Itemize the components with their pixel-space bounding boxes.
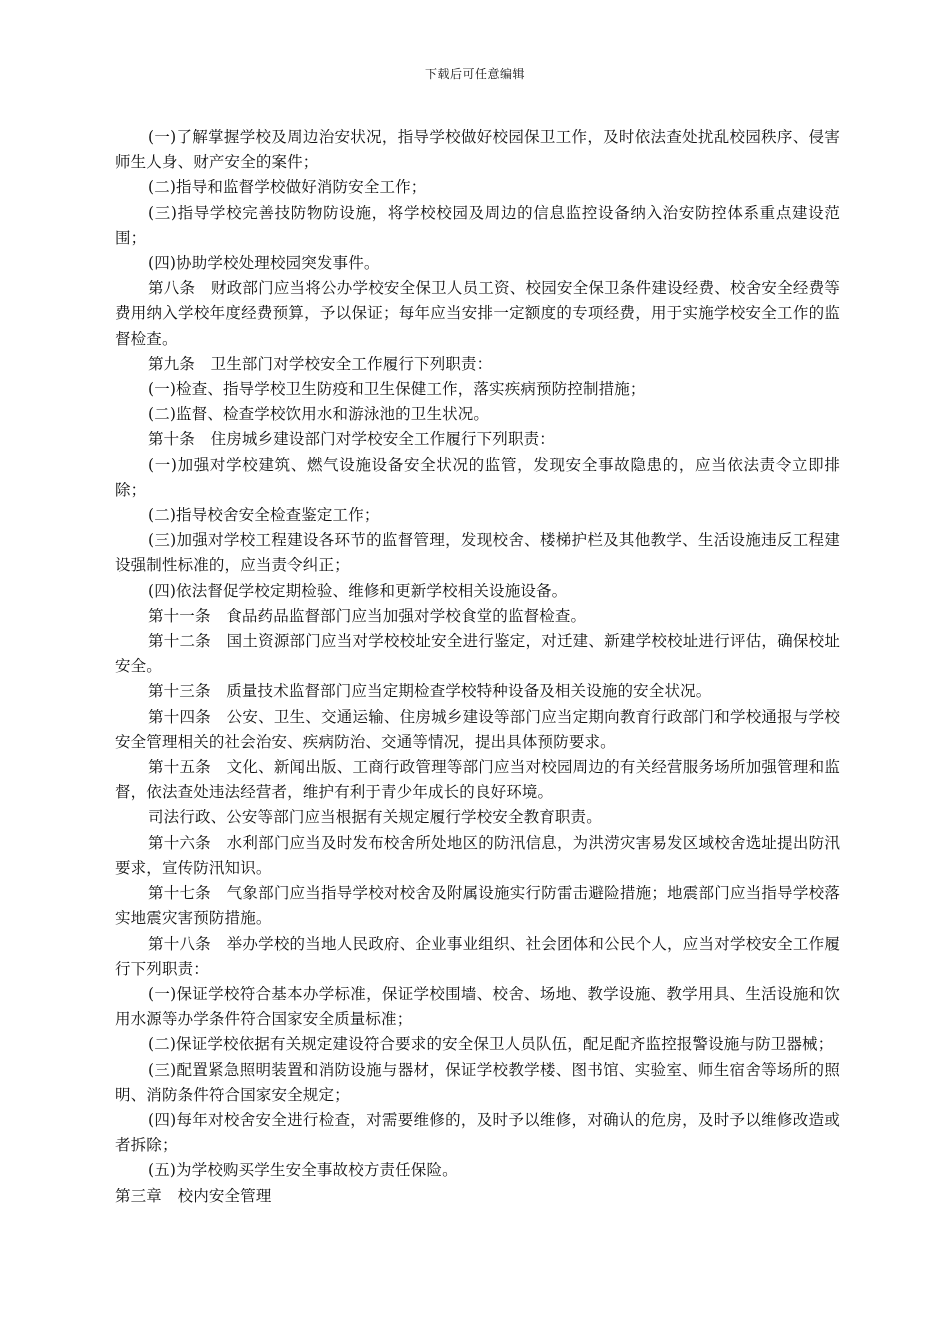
- paragraph: (二)指导校舍安全检查鉴定工作；: [148, 506, 380, 525]
- paragraph: (二)保证学校依据有关规定建设符合要求的安全保卫人员队伍，配足配齐监控报警设施与防卫器械；: [148, 1035, 834, 1054]
- article-paragraph: 第十条 住房城乡建设部门对学校安全工作履行下列职责：: [148, 430, 555, 449]
- article-paragraph: 第十二条 国土资源部门应当对学校校址安全进行鉴定，对迁建、新建学校校址进行评估，确保校址安全。: [115, 632, 840, 676]
- article-paragraph: 第九条 卫生部门对学校安全工作履行下列职责：: [148, 354, 493, 373]
- paragraph: (三)指导学校完善技防物防设施，将学校校园及周边的信息监控设备纳入治安防控体系重点建设范围；: [115, 203, 840, 247]
- article-paragraph: 第十三条 质量技术监督部门应当定期检查学校特种设备及相关设施的安全状况。: [148, 682, 712, 701]
- paragraph: (五)为学校购买学生安全事故校方责任保险。: [148, 1161, 458, 1180]
- article-paragraph: 第十六条 水利部门应当及时发布校舍所处地区的防汛信息，为洪涝灾害易发区域校舍选址提出防汛要求，宣传防汛知识。: [115, 833, 840, 877]
- page-header-note: 下载后可任意编辑: [424, 67, 525, 81]
- paragraph: (二)指导和监督学校做好消防安全工作；: [148, 178, 427, 197]
- article-paragraph: 第十四条 公安、卫生、交通运输、住房城乡建设等部门应当定期向教育行政部门和学校通报与学校安全管理相关的社会治安、疾病防治、交通等情况，提出具体预防要求。: [115, 707, 840, 751]
- paragraph: (一)了解掌握学校及周边治安状况，指导学校做好校园保卫工作，及时依法查处扰乱校园秩序、侵害师生人身、财产安全的案件；: [115, 128, 840, 172]
- paragraph: (四)协助学校处理校园突发事件。: [148, 254, 380, 273]
- document-body: [115, 125, 840, 1209]
- article-paragraph: 第八条 财政部门应当将公办学校安全保卫人员工资、校园安全保卫条件建设经费、校舍安全经费等费用纳入学校年度经费预算，予以保证；每年应当安排一定额度的专项经费，用于实施学校安全工作的监督检查。: [115, 279, 840, 348]
- article-paragraph: 第十七条 气象部门应当指导学校对校舍及附属设施实行防雷击避险措施；地震部门应当指导学校落实地震灾害预防措施。: [115, 884, 840, 928]
- article-paragraph: 第十五条 文化、新闻出版、工商行政管理等部门应当对校园周边的有关经营服务场所加强管理和监督，依法查处违法经营者，维护有利于青少年成长的良好环境。: [115, 758, 840, 802]
- paragraph: (一)加强对学校建筑、燃气设施设备安全状况的监管，发现安全事故隐患的，应当依法责令立即排除；: [115, 455, 840, 499]
- paragraph: (四)依法督促学校定期检验、维修和更新学校相关设施设备。: [148, 581, 568, 600]
- paragraph: (四)每年对校舍安全进行检查，对需要维修的，及时予以维修，对确认的危房，及时予以维修改造或者拆除；: [115, 1110, 840, 1155]
- paragraph: (一)保证学校符合基本办学标准，保证学校围墙、校舍、场地、教学设施、教学用具、生活设施和饮用水源等办学条件符合国家安全质量标准；: [115, 984, 840, 1029]
- paragraph: (一)检查、指导学校卫生防疫和卫生保健工作，落实疾病预防控制措施；: [148, 380, 646, 399]
- paragraph: 司法行政、公安等部门应当根据有关规定履行学校安全教育职责。: [148, 808, 602, 827]
- paragraph: (三)配置紧急照明装置和消防设施与器材，保证学校教学楼、图书馆、实验室、师生宿舍等场所的照明、消防条件符合国家安全规定；: [115, 1060, 840, 1104]
- chapter-heading: 第三章 校内安全管理: [115, 1186, 272, 1205]
- paragraph: (二)监督、检查学校饮用水和游泳池的卫生状况。: [148, 405, 490, 424]
- article-paragraph: 第十八条 举办学校的当地人民政府、企业事业组织、社会团体和公民个人，应当对学校安全工作履行下列职责：: [115, 934, 840, 978]
- paragraph: (三)加强对学校工程建设各环节的监督管理，发现校舍、楼梯护栏及其他教学、生活设施违反工程建设强制性标准的，应当责令纠正；: [115, 531, 840, 575]
- article-paragraph: 第十一条 食品药品监督部门应当加强对学校食堂的监督检查。: [148, 606, 587, 625]
